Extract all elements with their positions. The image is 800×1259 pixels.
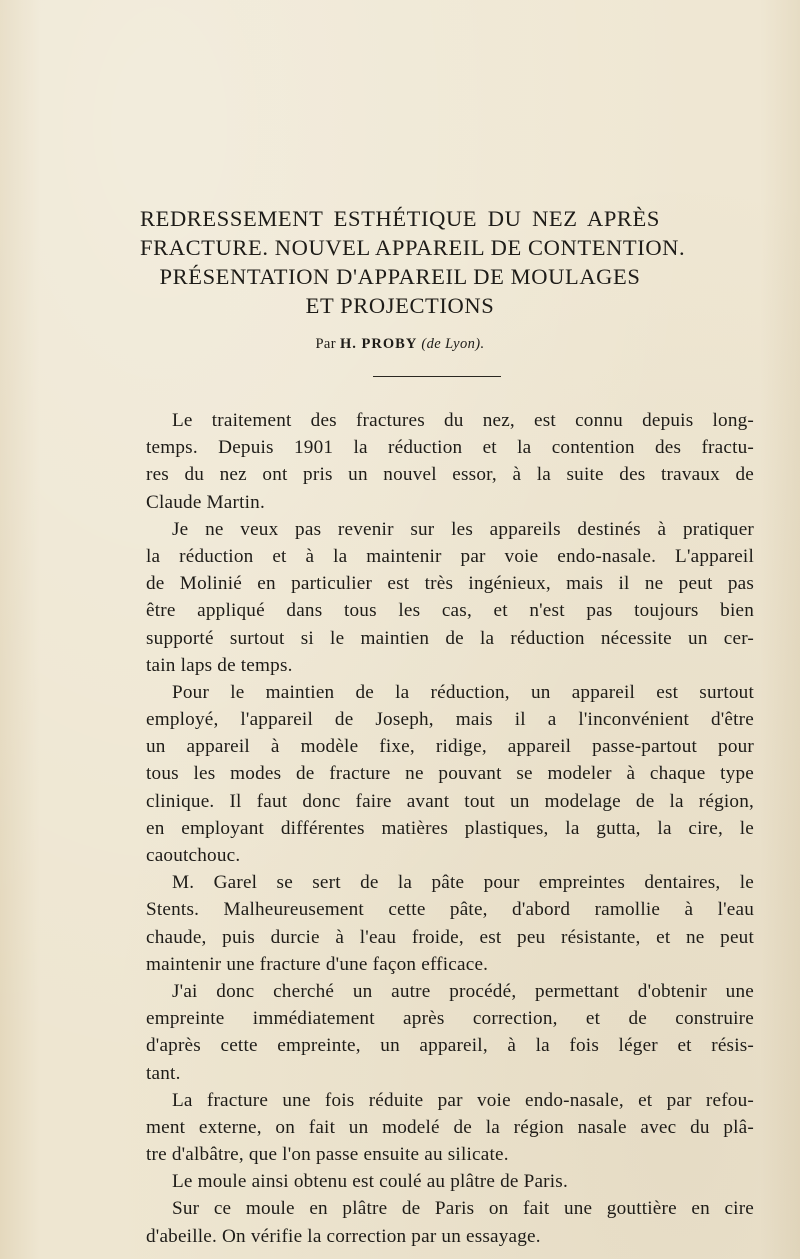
text-line: empreinte immédiatement après correction, et de construire	[146, 1008, 754, 1030]
text-line: ment externe, on fait un modelé de la région nasale avec du plâ-	[146, 1116, 754, 1138]
text-line: supporté surtout si le maintien de la réduction nécessite un cer-	[146, 627, 754, 649]
title-line: PRÉSENTATION D'APPAREIL DE MOULAGES	[159, 264, 641, 289]
author-byline	[0, 336, 800, 353]
text-line: de Molinié en particulier est très ingénieux, mais il ne peut pas	[146, 573, 754, 595]
text-line: d'abeille. On vérifie la correction par un essayage.	[146, 1225, 541, 1247]
text-line: la réduction et à la maintenir par voie endo-nasale. L'appareil	[146, 545, 754, 567]
article-body	[146, 407, 754, 1250]
text-line: tain laps de temps.	[146, 654, 293, 676]
text-line: caoutchouc.	[146, 845, 241, 866]
text-line: Le traitement des fractures du nez, est connu depuis long-	[172, 410, 754, 431]
text-line: Le moule ainsi obtenu est coulé au plâtre de Paris.	[172, 1171, 568, 1193]
title-line: REDRESSEMENT ESTHÉTIQUE DU NEZ APRÈS	[140, 206, 660, 231]
text-line: chaude, puis durcie à l'eau froide, est peu résistante, et ne peut	[146, 926, 754, 948]
text-line: tous les modes de fracture ne pouvant se modeler à chaque type	[146, 763, 754, 785]
text-line: M. Garel se sert de la pâte pour empreintes dentaires, le	[172, 872, 754, 894]
text-line: La fracture une fois réduite par voie endo-nasale, et par refou-	[172, 1089, 754, 1111]
author-name: H. PROBY	[340, 336, 418, 352]
author-place: (de Lyon).	[421, 336, 485, 352]
text-line: Sur ce moule en plâtre de Paris on fait une gouttière en cire	[172, 1198, 754, 1220]
text-line: en employant différentes matières plastiques, la gutta, la cire, le	[146, 817, 754, 839]
text-line: temps. Depuis 1901 la réduction et la contention des fractu-	[146, 437, 754, 459]
text-line: tant.	[146, 1062, 181, 1084]
text-line: Stents. Malheureusement cette pâte, d'abord ramollie à l'eau	[146, 899, 754, 921]
text-line: clinique. Il faut donc faire avant tout un modelage de la région,	[146, 790, 754, 812]
text-line: tre d'albâtre, que l'on passe ensuite au silicate.	[146, 1144, 509, 1166]
title-line: FRACTURE. NOUVEL APPAREIL DE CONTENTION.	[140, 235, 686, 260]
text-line: maintenir une fracture d'une façon efficace.	[146, 953, 489, 975]
text-line: J'ai donc cherché un autre procédé, permettant d'obtenir une	[172, 980, 754, 1002]
text-line: Pour le maintien de la réduction, un appareil est surtout	[172, 681, 754, 703]
byline-prefix: Par	[315, 336, 336, 352]
text-line: être appliqué dans tous les cas, et n'est pas toujours bien	[146, 600, 754, 622]
text-line: un appareil à modèle fixe, ridige, appareil passe-partout pour	[146, 736, 754, 758]
text-line: employé, l'appareil de Joseph, mais il a l'inconvénient d'être	[146, 709, 754, 731]
separator-rule	[373, 376, 501, 377]
title-line: ET PROJECTIONS	[305, 293, 495, 318]
text-line: d'après cette empreinte, un appareil, à la fois léger et résis-	[146, 1035, 754, 1057]
text-line: Je ne veux pas revenir sur les appareils destinés à pratiquer	[172, 518, 754, 540]
text-line: Claude Martin.	[146, 491, 265, 513]
article-title	[140, 204, 686, 320]
text-line: res du nez ont pris un nouvel essor, à la suite des travaux de	[146, 464, 754, 486]
